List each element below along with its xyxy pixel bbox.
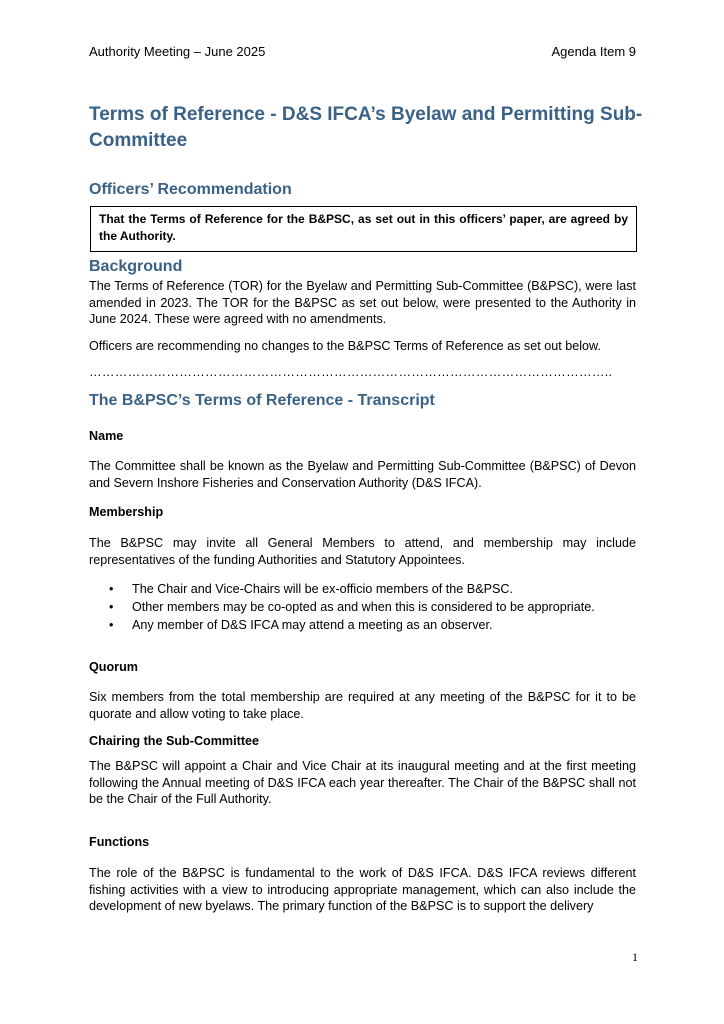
bullet-icon: •: [109, 618, 114, 632]
membership-paragraph: The B&PSC may invite all General Members to attend, and membership may include representatives of the funding Authorities and Statutory Appointees.: [89, 536, 636, 567]
list-item: • The Chair and Vice-Chairs will be ex-officio members of the B&PSC.: [109, 582, 514, 596]
name-paragraph: The Committee shall be known as the Byelaw and Permitting Sub-Committee (B&PSC) of Devon and Severn Inshore Fisheries and Conservation Authority (D&S IFCA).: [89, 459, 636, 490]
bullet-icon: •: [109, 582, 114, 596]
document-title: Terms of Reference - D&S IFCA’s Byelaw and Permitting Sub-Committee: [89, 104, 643, 151]
functions-paragraph: The role of the B&PSC is fundamental to the work of D&S IFCA. D&S IFCA reviews different fishing activities with a view to introducing appropriate management, which can also include the development of new byelaws. The primary function of the B&PSC is to support the delivery: [89, 866, 636, 913]
membership-list: [89, 580, 636, 634]
transcript-heading: The B&PSC’s Terms of Reference - Transcript: [89, 392, 435, 409]
background-paragraph-2: Officers are recommending no changes to the B&PSC Terms of Reference as set out below.: [89, 339, 601, 353]
chairing-heading: Chairing the Sub-Committee: [89, 734, 260, 748]
header-left: Authority Meeting – June 2025: [89, 44, 266, 59]
page-number: 1: [632, 950, 638, 964]
dotted-separator: …………………………………………………………………………………………………………..: [89, 365, 613, 379]
list-item: • Any member of D&S IFCA may attend a meeting as an observer.: [109, 618, 493, 632]
bullet-icon: •: [109, 600, 114, 614]
header-right: Agenda Item 9: [551, 44, 636, 59]
background-paragraph-1: The Terms of Reference (TOR) for the Byelaw and Permitting Sub-Committee (B&PSC), were last amended in 2023. The TOR for the B&PSC as set out below, were presented to the Authority in June 2024. These were agreed with no amendments.: [89, 279, 636, 326]
quorum-paragraph: Six members from the total membership are required at any meeting of the B&PSC for it to be quorate and allow voting to take place.: [89, 690, 636, 721]
quorum-heading: Quorum: [89, 660, 138, 674]
functions-heading: Functions: [89, 835, 150, 849]
recommendation-box: [90, 206, 637, 252]
membership-heading: Membership: [89, 505, 164, 519]
recommendation-heading: Officers’ Recommendation: [89, 181, 292, 198]
chairing-paragraph: The B&PSC will appoint a Chair and Vice Chair at its inaugural meeting and at the first meeting following the Annual meeting of D&S IFCA each year thereafter. The Chair of the B&PSC shall not be the Chair of the Full Authority.: [89, 759, 636, 806]
recommendation-text: That the Terms of Reference for the B&PSC, as set out in this officers’ paper, are agreed by the Authority.: [99, 212, 628, 243]
background-heading: Background: [89, 258, 183, 275]
list-item: • Other members may be co-opted as and when this is considered to be appropriate.: [109, 600, 595, 614]
name-heading: Name: [89, 429, 124, 443]
